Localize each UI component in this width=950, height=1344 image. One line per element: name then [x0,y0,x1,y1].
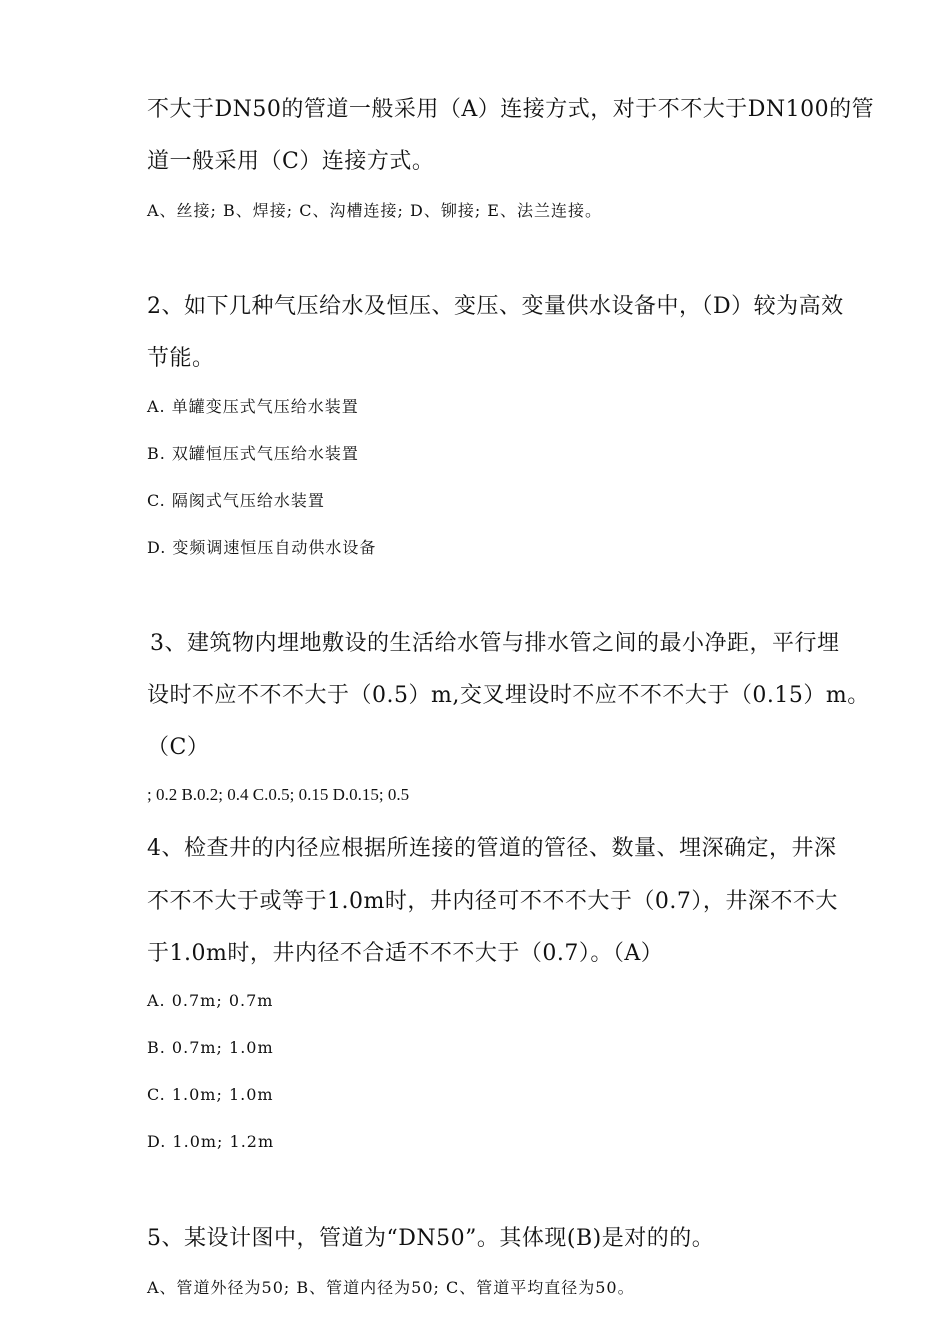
q4-text-line-2: 不不不大于或等于1.0m时，井内径可不不不大于（0.7），井深不不大 [147,889,838,914]
q4-option-c: C. 1.0m; 1.0m [147,1085,274,1104]
q3-text-line-2: 设时不应不不不大于（0.5）m,交叉埋设时不应不不不大于（0.15）m。 [147,683,870,708]
q2-option-a: A. 单罐变压式气压给水装置 [147,397,359,416]
q3-text-line-1: 3、建筑物内埋地敷设的生活给水管与排水管之间的最小净距，平行埋 [150,631,840,656]
q5-options: A、管道外径为50; B、管道内径为50; C、管道平均直径为50。 [147,1278,635,1297]
q2-option-c: C. 隔阂式气压给水装置 [147,491,325,510]
q4-option-b: B. 0.7m; 1.0m [147,1038,274,1057]
q3-answer: （C） [147,735,210,760]
q4-text-line-1: 4、检查井的内径应根据所连接的管道的管径、数量、埋深确定，井深 [147,836,837,861]
q4-option-d: D. 1.0m; 1.2m [147,1132,275,1151]
q1-text-line-2: 道一般采用（C）连接方式。 [147,149,435,174]
q5-text-line-1: 5、某设计图中，管道为“DN50”。其体现(B)是对的的。 [147,1226,715,1251]
q3-options: ; 0.2 B.0.2; 0.4 C.0.5; 0.15 D.0.15; 0.5 [147,785,410,804]
q1-options: A、丝接; B、焊接; C、沟槽连接; D、铆接; E、法兰连接。 [147,201,602,220]
q2-text-line-1: 2、如下几种气压给水及恒压、变压、变量供水设备中，（D）较为高效 [147,294,844,319]
q1-text-line-1: 不大于DN50的管道一般采用（A）连接方式，对于不不大于DN100的管 [147,97,875,122]
q2-text-line-2: 节能。 [147,346,215,371]
q4-option-a: A. 0.7m; 0.7m [147,991,274,1010]
q4-text-line-3: 于1.0m时，井内径不合适不不不大于（0.7）。（A） [147,941,664,966]
q2-option-b: B. 双罐恒压式气压给水装置 [147,444,359,463]
q2-option-d: D. 变频调速恒压自动供水设备 [147,538,377,557]
